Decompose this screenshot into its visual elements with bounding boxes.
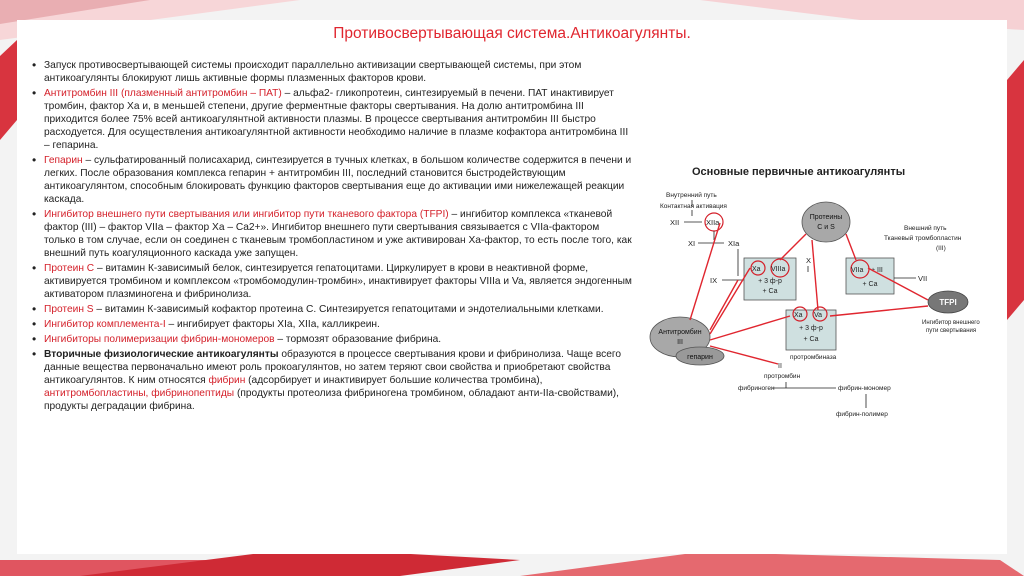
- anticoagulant-diagram: [640, 150, 1010, 430]
- box2-viia: VIIa: [851, 267, 864, 274]
- list-item: • Ингибиторы полимеризации фибрин-мономеров – тормозят образование фибрина.: [31, 334, 633, 347]
- box3-va: Va: [814, 312, 823, 319]
- prothrombinase-label: протромбиназа: [790, 354, 837, 361]
- fibrin-monomer-label: фибрин-мономер: [838, 385, 891, 392]
- term-fibrin: фибрин: [208, 375, 246, 387]
- term-secondary: Вторичные физиологические антикоагулянты: [44, 349, 279, 361]
- term-antithromboplastins: антитромбопластины, фибринопептиды: [44, 388, 235, 400]
- list-item: • Антитромбин III (плазменный антитромбин – ПАТ) – альфа2- гликопротеин, синтезируемый в печени. ПАТ инактивирует тромбин, фактор Ха и, в меньшей степени, другие ферментные факторы свертывания. На долю антитромбина III приходится более 75% всей антикоагулянтной активности плазмы. В процессе свертывания антитромбин III быстро расходуется. Для осуществления антикоагулянтной активности необходимо наличие в плазме кофактора антитромбина III – гепарина.: [31, 88, 633, 153]
- term-polymerization-inhibitors: Ингибиторы полимеризации фибрин-мономеров: [44, 334, 275, 346]
- term-antithrombin: Антитромбин III (плазменный антитромбин – ПАТ): [44, 88, 282, 100]
- list-item: • Запуск противосвертывающей системы происходит параллельно активизации свертывающей системы, при этом антикоагулянты блокируют лишь активные формы плазменных факторов крови.: [31, 60, 633, 86]
- term-heparin: Гепарин: [44, 154, 83, 166]
- box1-viiia: VIIIa: [771, 266, 786, 273]
- box2-iii: + III: [871, 267, 883, 274]
- list-item: • Ингибитор комплемента-I – ингибирует факторы XIa, XIIa, калликреин.: [31, 319, 633, 332]
- tfpi-desc-2: пути свертывания: [926, 328, 977, 334]
- list-item: • Ингибитор внешнего пути свертывания или ингибитор пути тканевого фактора (TFPI) – ингибитор комплекса «тканевой фактор (III) – фактор VIIa – фактор Xa – Ca2+». Ингибитор внешнего пути свертывания связывается с VIIa-фактором только в том случае, если он соединен с тканевым тромбопластином и уже активирован Ха-фактор, то есть после того, как внешний путь коагуляционного каскада уже запущен.: [31, 209, 633, 261]
- tissue-label: Тканевый тромбопластин: [884, 235, 962, 242]
- extrinsic-label: Внешний путь: [904, 225, 947, 232]
- box3-xa: Xa: [794, 312, 803, 319]
- list-item: • Протеин С – витамин К-зависимый белок, синтезируется гепатоцитами. Циркулирует в крови в неактивной форме, активируется тромбином и комплексом «тромбомодулин-тромбин», инактивирует факторы VIIIa и Va, является эндогенным активатором плазминогена и фибринолиза.: [31, 263, 633, 302]
- box1-xa: Xa: [752, 266, 761, 273]
- factor-xia: XIa: [728, 239, 740, 248]
- term-protein-s: Протеин S: [44, 303, 94, 315]
- factor-xiia: XIIa: [706, 218, 720, 227]
- box1-f3: + 3 ф-р: [758, 278, 782, 285]
- heparin-label: гепарин: [687, 354, 713, 361]
- factor-xii: XII: [670, 218, 680, 227]
- antithrombin-label-2: III: [677, 339, 683, 346]
- list-item: • Вторичные физиологические антикоагулянты образуются в процессе свертывания крови и фибринолиза. Чаще всего данные вещества первоначально имеют роль прокоагулянтов, но затем теряют свои свойства и приобретают свойства антикоагулянтов. К ним относятся фибрин (адсорбирует и инактивирует большие количества тромбина), антитромбопластины, фибринопептиды (продукты протеолиза фибриногена тромбином, обладают анти-IIa-свойствами), продукты деградации фибрина.: [31, 349, 633, 414]
- fibrin-polymer-label: фибрин-полимер: [836, 411, 888, 418]
- list-item: • Протеин S – витамин К-зависимый кофактор протеина С. Синтезируется гепатоцитами и эндотелиальными клетками.: [31, 304, 633, 317]
- bullet-list: [31, 60, 633, 416]
- box1-ca: + Ca: [762, 288, 778, 295]
- tissue-num: (III): [936, 245, 946, 252]
- proteins-label: Протеины: [809, 214, 843, 221]
- prothrombin-label: протромбин: [764, 373, 801, 380]
- tfpi-label: TFPI: [939, 298, 957, 307]
- contact-label: Контактная активация: [660, 203, 727, 210]
- term-tfpi: Ингибитор внешнего пути свертывания или ингибитор пути тканевого фактора (TFPI): [44, 208, 449, 220]
- slide-title: Противосвертывающая система.Антикоагулянты.: [333, 25, 691, 42]
- box3-ca: + Ca: [803, 336, 819, 343]
- factor-vii: VII: [918, 274, 928, 283]
- proteins-ellipse: [802, 202, 850, 242]
- box2-ca: + Ca: [862, 281, 878, 288]
- diagram-title: Основные первичные антикоагулянты: [692, 166, 906, 178]
- antithrombin-label: Антитромбин: [658, 329, 702, 336]
- intrinsic-label: Внутренний путь: [666, 192, 717, 199]
- box3-f3: + 3 ф-р: [799, 325, 823, 332]
- term-protein-c: Протеин С: [44, 262, 95, 274]
- factor-xi: XI: [688, 239, 696, 248]
- proteins-label-2: C и S: [817, 224, 835, 231]
- factor-ii: II: [778, 363, 782, 370]
- term-complement-inhibitor: Ингибитор комплемента-I: [44, 319, 166, 330]
- fibrinogen-label: фибриноген: [738, 385, 775, 392]
- list-item: • Гепарин – сульфатированный полисахарид, синтезируется в тучных клетках, в большом количестве содержится в печени и легких. После образования комплекса гепарин + антитромбин III, последний становится быстродействующим антикоагулянтом, способным блокировать функцию факторов свертывания еще до активации ими нижележащей реакции каскада.: [31, 155, 633, 207]
- tfpi-desc-1: Ингибитор внешнего: [922, 320, 980, 326]
- factor-ix: IX: [710, 276, 718, 285]
- factor-x: X: [806, 256, 812, 265]
